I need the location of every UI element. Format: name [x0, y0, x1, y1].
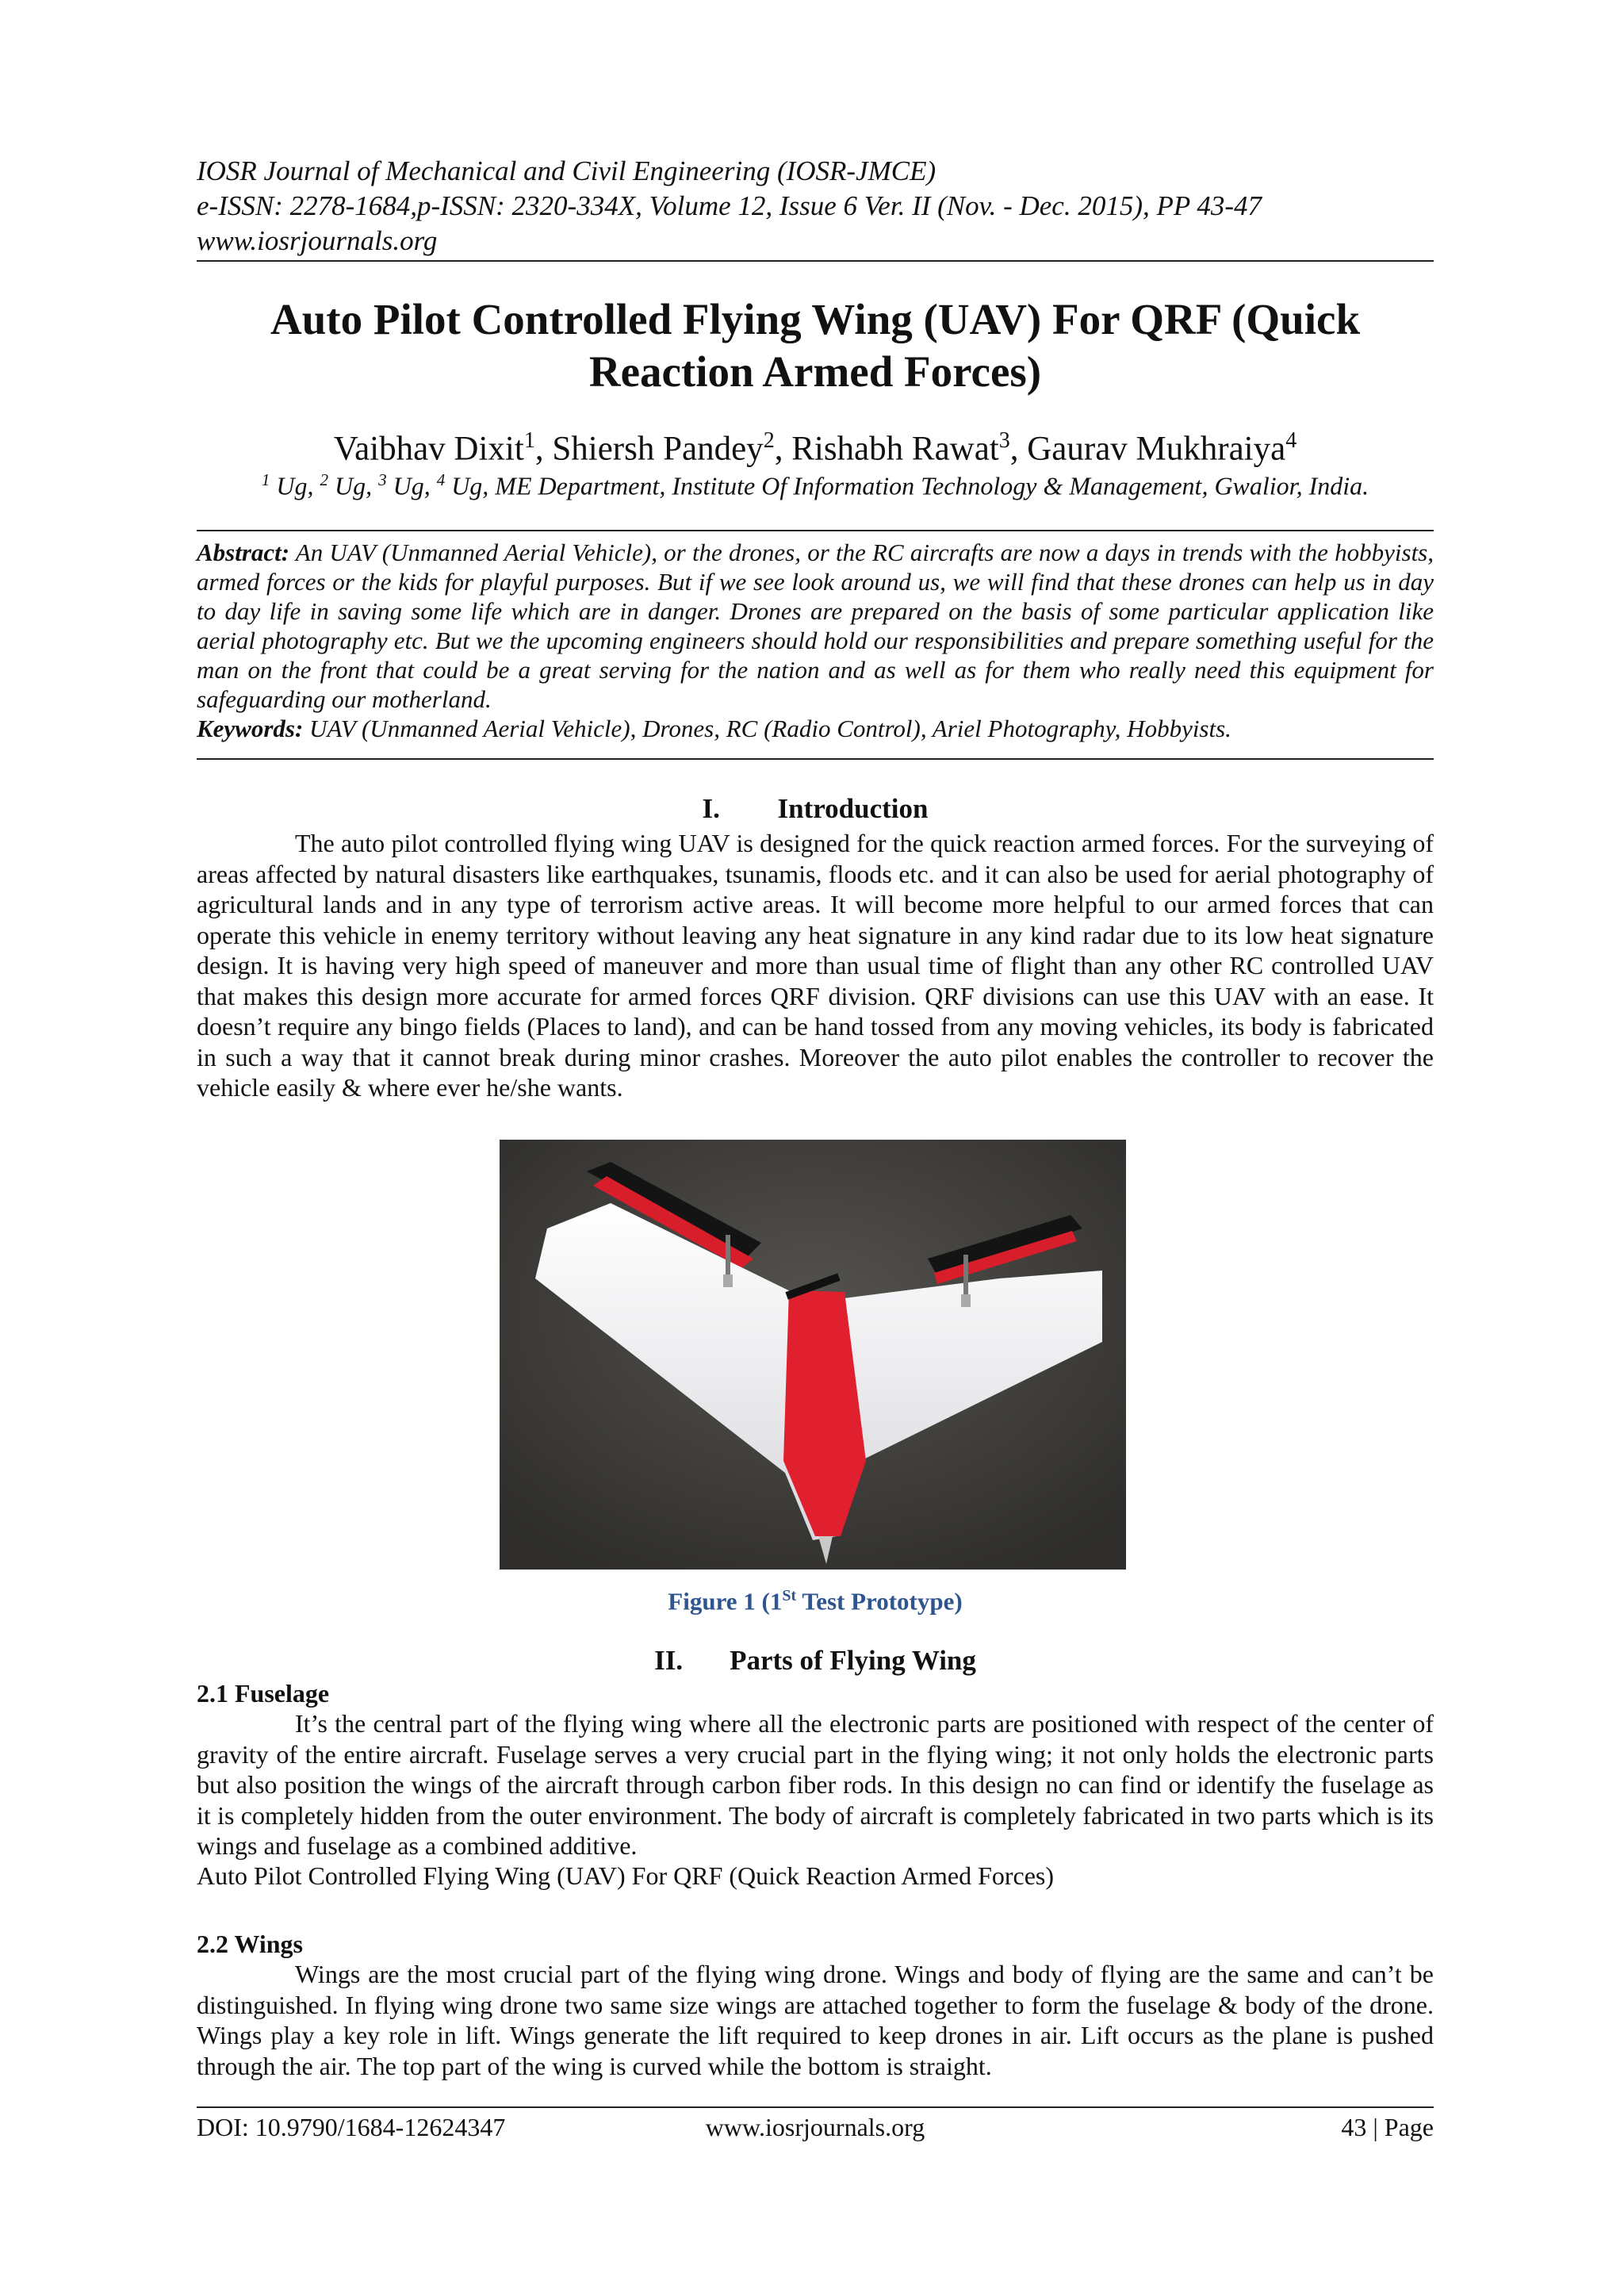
footer-rule [197, 2106, 1434, 2108]
footer-url[interactable]: www.iosrjournals.org [705, 2113, 925, 2141]
paper-title [197, 293, 1434, 398]
abstract-text: An UAV (Unmanned Aerial Vehicle), or the drones, or the RC aircrafts are now a days in trends with the hobbyists, armed forces or the kids for playful purposes. But if we see look around us, we will find that these drones can help us in day to day life in saving some life which are in danger. Drones are prepared on the basis of some particular application like aerial photography etc. But we the upcoming engineers should hold our responsibilities and prepare something useful for the man on the front that could be a great serving for the nation and as well as for them who really need this equipment for safeguarding our motherland. [197, 539, 1434, 713]
abstract-block [197, 538, 1434, 743]
author-name: Vaibhav Dixit [333, 430, 524, 468]
section-number: II. [654, 1645, 684, 1676]
section-heading-parts [197, 1643, 1434, 1678]
affil-sup: 2 [320, 470, 328, 489]
affil-text: Ug, ME Department, Institute Of Information Technology & Management, Gwalior, India. [445, 471, 1369, 500]
title-line-2: Reaction Armed Forces) [588, 347, 1042, 396]
caption-text: Test Prototype) [796, 1587, 963, 1616]
caption-sup: St [782, 1587, 797, 1604]
author-name: Shiersh Pandey [552, 430, 764, 468]
affil-text: Ug, [386, 471, 437, 500]
footer-doi: DOI: 10.9790/1684-12624347 [197, 2113, 506, 2141]
affil-sup: 1 [261, 470, 270, 489]
journal-issn: e-ISSN: 2278-1684,p-ISSN: 2320-334X, Volume 12, Issue 6 Ver. II (Nov. - Dec. 2015), PP 43-47 [197, 190, 1262, 221]
keywords-paragraph [197, 714, 1434, 743]
footer-page-number: 43 | Page [1341, 2113, 1434, 2141]
affil-sup: 3 [378, 470, 387, 489]
repeated-title-line: Auto Pilot Controlled Flying Wing (UAV) For QRF (Quick Reaction Armed Forces) [197, 1861, 1055, 1890]
section-title: Introduction [777, 793, 929, 824]
abstract-label: Abstract: [197, 539, 290, 566]
author-list [197, 420, 1434, 470]
subsection-heading-fuselage: 2.1 Fuselage [197, 1679, 330, 1708]
left-control-rod [726, 1235, 730, 1278]
introduction-paragraph: The auto pilot controlled flying wing UAV is designed for the quick reaction armed forces. For the surveying of areas affected by natural disasters like earthquakes, tsunamis, floods etc. and it can also be used for aerial photography of agricultural lands and in any type of terrorism active areas. It will become more helpful to our armed forces that can operate this vehicle in enemy territory without leaving any heat signature in any kind radar due to its low heat signature design. It is having very high speed of maneuver and more than usual time of flight than any other RC controlled UAV that makes this design more accurate for armed forces QRF division. QRF divisions can use this UAV with an ease. It doesn’t require any bingo fields (Places to land), and can be hand tossed from any moving vehicles, its body is fabricated in such a way that it cannot break during minor crashes. Moreover the auto pilot enables the controller to recover the vehicle easily & where ever he/she wants. [197, 829, 1434, 1102]
flying-wing-illustration [500, 1140, 1126, 1570]
keywords-label: Keywords: [197, 715, 304, 742]
caption-text: Figure 1 (1 [668, 1587, 783, 1616]
author-sup: 4 [1285, 428, 1297, 453]
author-sep: , [1009, 430, 1028, 468]
prototype-photo [500, 1140, 1126, 1570]
fuselage-paragraph: It’s the central part of the flying wing where all the electronic parts are positioned with respect of the center of gravity of the entire aircraft. Fuselage serves a very crucial part in the flying wing; it not only holds the electronic parts but also position the wings of the aircraft through carbon fiber rods. In this design no can find or identify the fuselage as it is completely hidden from the outer environment. The body of aircraft is completely fabricated in two parts which is its wings and fuselage as a combined additive. [197, 1709, 1434, 1860]
left-servo [723, 1274, 733, 1287]
affil-sup: 4 [436, 470, 446, 489]
abstract-bottom-rule [197, 758, 1434, 760]
journal-url[interactable]: www.iosrjournals.org [197, 225, 438, 256]
author-sup: 1 [523, 428, 535, 453]
journal-name: IOSR Journal of Mechanical and Civil Engineering (IOSR-JMCE) [197, 155, 936, 186]
title-line-1: Auto Pilot Controlled Flying Wing (UAV) For QRF (Quick [270, 295, 1361, 343]
abstract-paragraph [197, 538, 1434, 714]
introduction-body [197, 828, 1434, 1103]
fuselage-body [197, 1708, 1434, 1861]
author-sup: 3 [998, 428, 1010, 453]
affiliation [197, 463, 1434, 503]
affil-text: Ug, [327, 471, 379, 500]
wings-body [197, 1959, 1434, 2081]
section-title: Parts of Flying Wing [730, 1645, 976, 1676]
right-servo [961, 1294, 971, 1307]
author-name: Rishabh Rawat [791, 430, 999, 468]
wings-paragraph: Wings are the most crucial part of the flying wing drone. Wings and body of flying are the same and can’t be distinguished. In flying wing drone two same size wings are attached together to form the fuselage & body of the drone. Wings play a key role in lift. Wings generate the lift required to keep drones in air. Lift occurs as the plane is pushed through the air. The top part of the wing is curved while the bottom is straight. [197, 1960, 1434, 2080]
header-rule [197, 260, 1434, 262]
keywords-text: UAV (Unmanned Aerial Vehicle), Drones, RC (Radio Control), Ariel Photography, Hobbyists. [303, 715, 1231, 742]
author-sep: , [534, 430, 553, 468]
author-sup: 2 [763, 428, 775, 453]
subsection-heading-wings: 2.2 Wings [197, 1930, 303, 1958]
figure-caption [197, 1580, 1434, 1617]
right-control-rod [963, 1255, 968, 1298]
page-footer [197, 2110, 1434, 2145]
section-number: I. [702, 793, 720, 824]
section-heading-introduction [197, 792, 1434, 826]
author-sep: , [774, 430, 792, 468]
abstract-top-rule [197, 530, 1434, 531]
author-name: Gaurav Mukhraiya [1027, 430, 1286, 468]
affil-text: Ug, [270, 471, 320, 500]
journal-header [197, 154, 1434, 259]
